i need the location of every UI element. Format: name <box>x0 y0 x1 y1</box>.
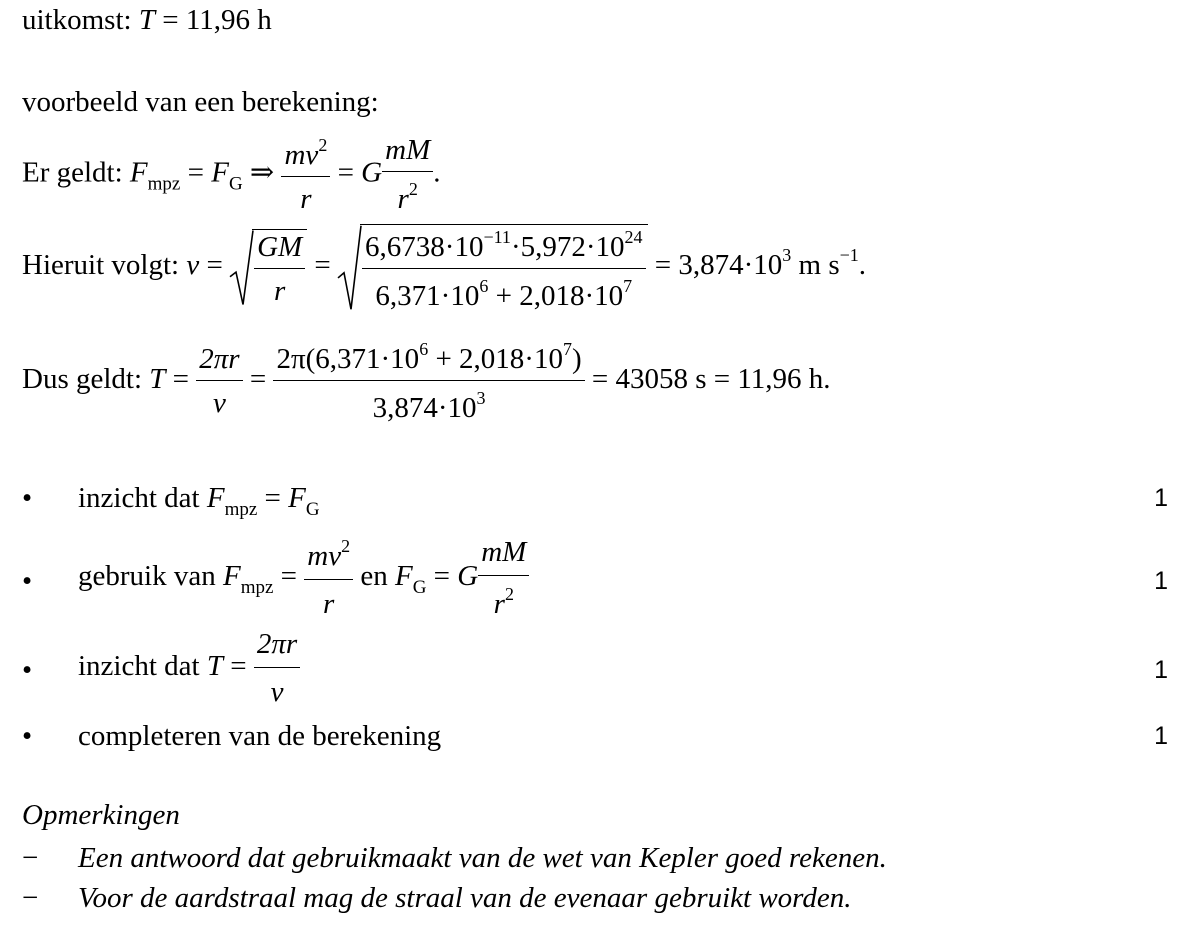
score-item-3: 1 <box>1154 656 1168 684</box>
equation-centripetal-gravity: Er geldt: $F_{mpz} = F_G$ ⇒ $\frac{mv^2}{r}$ = G $\frac{mM}{r^2}$ . <box>22 134 441 215</box>
scoring-item-2: gebruik van $F_{mpz}$ = $\frac{mv^2}{r}$ en $F_G = G$ $\frac{mM}{r^2}$ <box>78 536 529 621</box>
equation-period: Dus geldt: T = $\frac{2\pi r}{v}$ = $\frac{2\pi(6,371\cdot 10^6 + 2,018\cdot 10^7)}{3,874\cdot 10^3}$ = 43058 s = 11,96 h. <box>22 339 831 424</box>
answer-line: uitkomst: T = 11,96 h <box>22 4 272 36</box>
bullet-symbol: • <box>22 720 33 752</box>
fraction-numeric-period: $\frac{2\pi(6,371\cdot 10^6 + 2,018\cdot 10^7)}{3,874\cdot 10^3}$ <box>273 340 584 423</box>
bullet-symbol: • <box>22 565 33 597</box>
sqrt-numeric: $\frac{6,6738\cdot 10^{-11}\cdot 5,972\cdot 10^{24}}{6,371\cdot 10^6 + 2,018\cdot 10^7}$ <box>338 224 647 311</box>
example-heading: voorbeeld van een berekening: <box>22 86 379 118</box>
equation-velocity: Hieruit volgt: v = $\frac{GM}{r}$ = $\frac{6,6738\cdot 10^{-11}\cdot 5,972\cdot 10^{24}}{6,371\cdot 10^6 + 2,018\cdot 10^7}$ = $3,874\cdot 10^3$ m $s^{-1}$. <box>22 224 866 311</box>
fraction-mv2-r: $\frac{mv^2}{r}$ <box>281 136 330 214</box>
remark-dash: − <box>22 882 39 914</box>
scoring-item-4: completeren van de berekening <box>78 720 442 752</box>
remark-item-2: Voor de aardstraal mag de straal van de evenaar gebruikt worden. <box>78 882 852 914</box>
remark-dash: − <box>22 842 39 874</box>
score-item-2: 1 <box>1154 567 1168 595</box>
scoring-item-3: inzicht dat T = $\frac{2\pi r}{v}$ <box>78 628 300 709</box>
score-item-1: 1 <box>1154 484 1168 512</box>
remark-item-1: Een antwoord dat gebruikmaakt van de wet van Kepler goed rekenen. <box>78 842 887 874</box>
sqrt-GM-over-r: $\frac{GM}{r}$ <box>230 229 307 306</box>
bullet-symbol: • <box>22 654 33 686</box>
scoring-item-1: inzicht dat $F_{mpz} = F_G$ <box>78 482 320 520</box>
score-item-4: 1 <box>1154 722 1168 750</box>
fraction-mM-r2: $\frac{mM}{r^2}$ <box>382 136 433 214</box>
remarks-heading: Opmerkingen <box>22 799 180 831</box>
bullet-symbol: • <box>22 482 33 514</box>
fraction-2pir-v: $\frac{2\pi r}{v}$ <box>196 345 242 418</box>
